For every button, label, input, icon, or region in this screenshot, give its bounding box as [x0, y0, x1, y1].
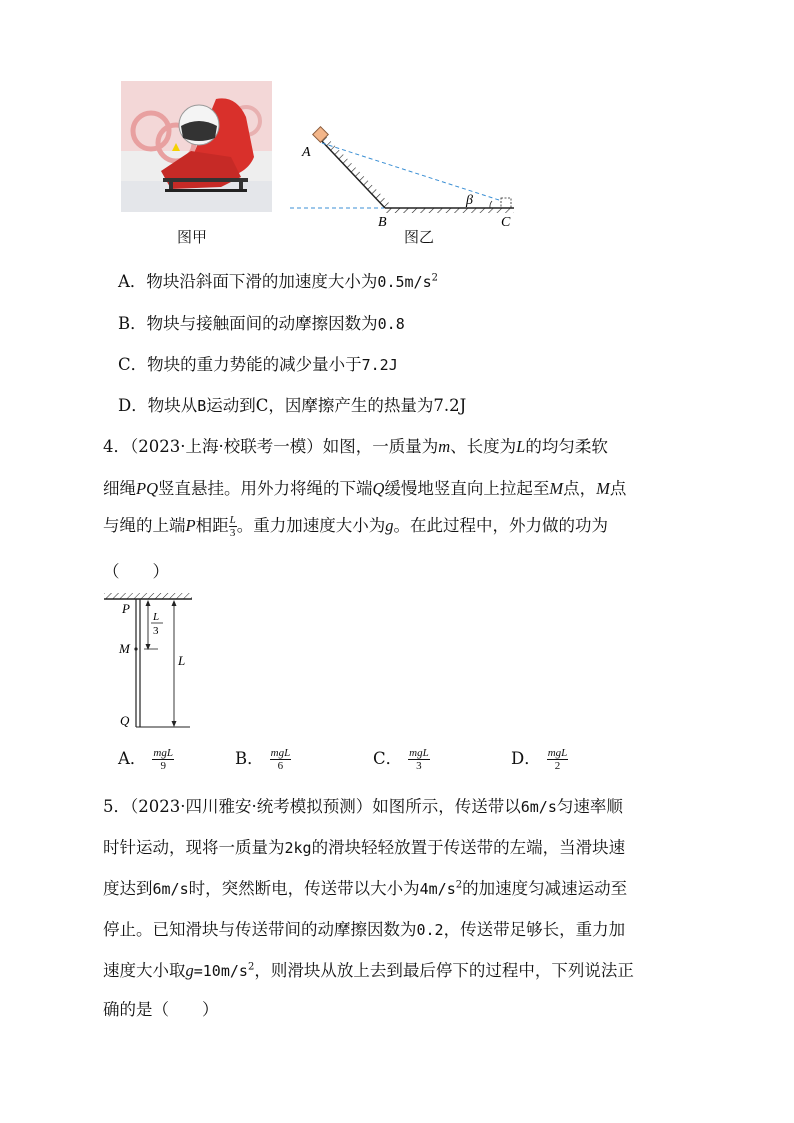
q4-answer-blank: （ ） [103, 562, 169, 581]
rope-diagram [100, 590, 200, 730]
incline-diagram [284, 120, 524, 232]
right-angle-marker [501, 198, 511, 208]
q5-line-3: 度达到6m/s时，突然断电，传送带以大小为$4m/s^2$的加速度匀减速运动至 [103, 879, 628, 898]
q3-option-b: B．物块与接触面间的动摩擦因数为0.8 [118, 314, 405, 333]
label-q: Q [120, 713, 130, 728]
figure-caption-yi: 图乙 [404, 228, 435, 246]
fraction-l-over-3: $\frac{L}{3}$ [229, 514, 236, 539]
label-a: A [302, 145, 311, 160]
q4-option-d: D． $\frac{\text{mgL}}{2}$ [511, 747, 568, 772]
ground-hatching [385, 208, 514, 213]
incline-hatching [318, 133, 390, 208]
q5-line-5: 速度大小取$g=10m/s^2$，则滑块从放上去到最后停下的过程中，下列说法正 [103, 961, 634, 980]
skeleton-athlete-photo [121, 81, 272, 212]
athlete-illustration [121, 81, 272, 212]
q5-line-4: 停止。已知滑块与传送带间的动摩擦因数为0.2，传送带足够长，重力加 [103, 920, 626, 939]
point-m [134, 647, 137, 650]
q5-line-2: 时针运动，现将一质量为2kg的滑块轻轻放置于传送带的左端，当滑块速 [103, 838, 626, 857]
dashed-line-ac [322, 143, 499, 200]
label-beta: β [466, 193, 473, 208]
q3-option-c: C．物块的重力势能的减少量小于7.2J [118, 355, 398, 374]
label-c: C [501, 215, 511, 230]
label-m: M [119, 641, 130, 656]
label-frac-den: 3 [153, 625, 159, 637]
figure-caption-jia: 图甲 [177, 228, 208, 246]
q4-line-1: 4．（2023·上海·校联考一模）如图，一质量为m、长度为L的均匀柔软 [103, 437, 608, 456]
q4-line-2: 细绳PQ竖直悬挂。用外力将绳的下端Q缓慢地竖直向上拉起至M点，M点 [103, 479, 627, 498]
q4-option-b: B． $\frac{\text{mgL}}{6}$ [235, 747, 291, 772]
label-p: P [122, 601, 130, 616]
label-l: L [178, 653, 186, 668]
q3-option-d: D．物块从B运动到C，因摩擦产生的热量为7.2J [118, 396, 467, 415]
label-frac-num: L [153, 611, 160, 623]
angle-arc [490, 201, 492, 208]
q4-option-a: A． $\frac{\text{mgL}}{9}$ [118, 747, 173, 772]
q5-line-1: 5．（2023·四川雅安·统考模拟预测）如图所示，传送带以6m/s匀速率顺 [103, 797, 623, 816]
q5-line-6: 确的是（ ） [103, 1000, 219, 1019]
q3-option-a: A．物块沿斜面下滑的加速度大小为$0.5m/s^2$ [118, 272, 438, 291]
q4-option-c: C． $\frac{\text{mgL}}{3}$ [373, 747, 429, 772]
q4-line-3: 与绳的上端P相距 $\frac{L}{3}$ 。重力加速度大小为g。在此过程中，外力做的功为 [103, 514, 608, 539]
label-b: B [378, 215, 387, 230]
ceiling-hatching [104, 593, 192, 599]
